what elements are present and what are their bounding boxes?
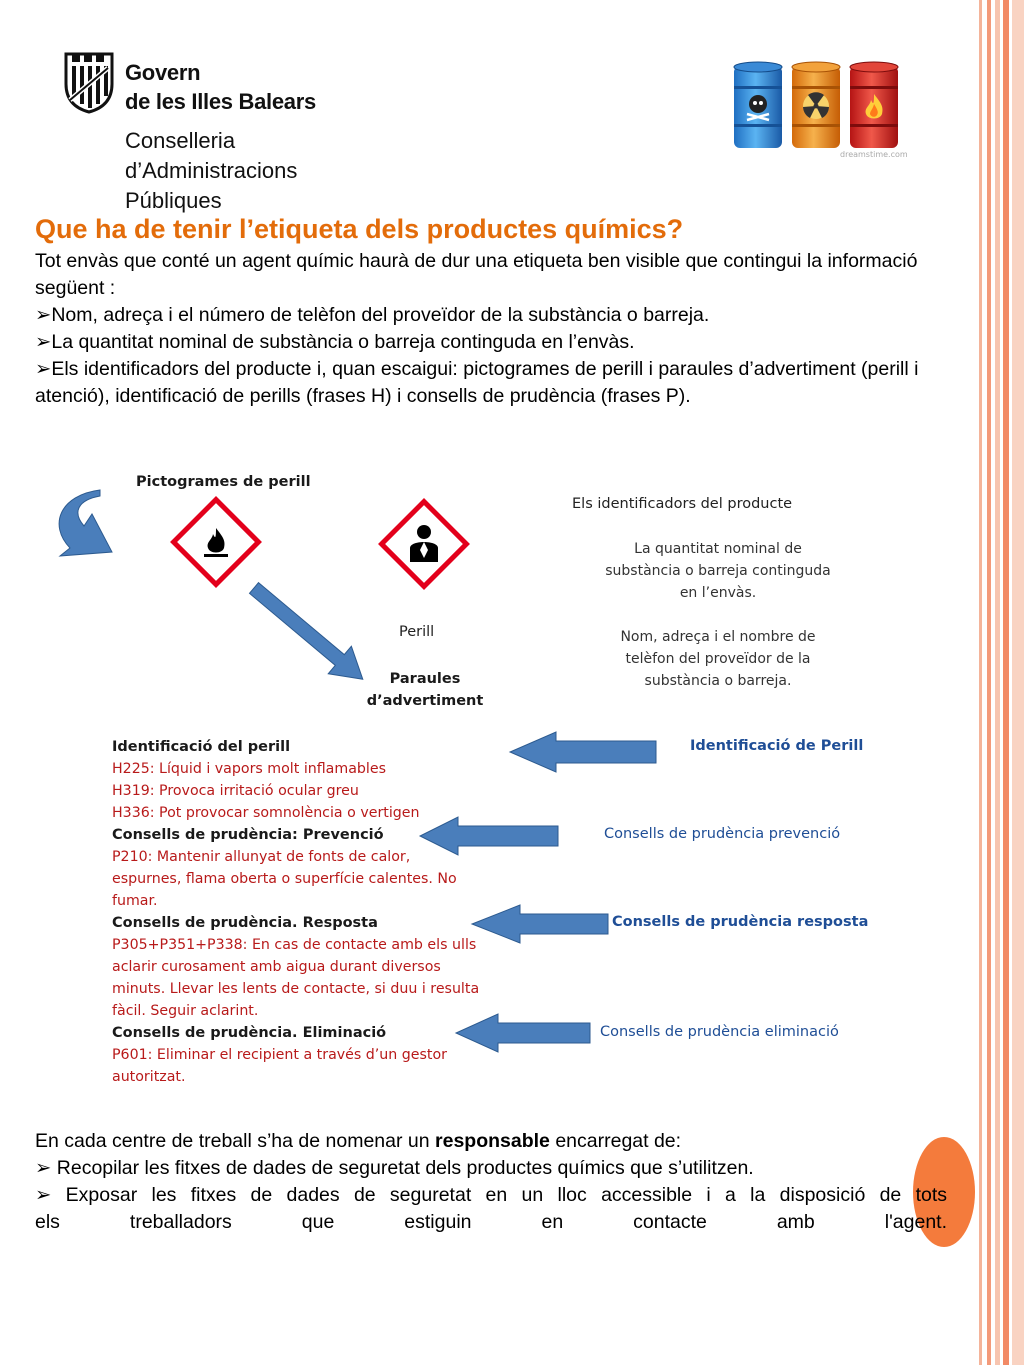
hazard-statement: H336: Pot provocar somnolència o vertigen [112, 805, 420, 821]
footer-word: els [35, 1211, 60, 1233]
curved-arrow-icon [59, 490, 112, 556]
footer-bullet [35, 1182, 947, 1209]
footer-bullet-continuation [35, 1209, 947, 1236]
response-statement: aclarir curosament amb aigua durant diversos [112, 959, 441, 975]
blue-barrel-icon [734, 62, 782, 148]
supplier-note-line: telèfon del proveïdor de la [625, 651, 811, 667]
response-statement: minuts. Llevar les lents de contacte, si duu i resulta [112, 981, 480, 997]
logo-line-2: de les Illes Balears [125, 89, 316, 114]
label-statements [112, 736, 512, 1088]
chemical-barrels-image [728, 58, 914, 158]
watermark-text: dreamstime.com [840, 150, 908, 159]
pictograms-label: Pictogrames de perill [136, 474, 311, 490]
disposal-statement: P601: Eliminar el recipient a través d’un gestor [112, 1047, 448, 1063]
decorative-stripe [1012, 0, 1024, 1365]
logo-line-1: Govern [125, 60, 201, 85]
health-hazard-pictogram-icon [382, 502, 467, 587]
identifiers-label: Els identificadors del producte [572, 496, 793, 512]
footer-word: estiguin [404, 1211, 472, 1233]
response-heading: Consells de prudència. Resposta [112, 915, 378, 931]
decorative-stripe [987, 0, 991, 1365]
hazard-statement: H225: Líquid i vapors molt inflamables [112, 761, 386, 777]
hazard-statement: H319: Provoca irritació ocular greu [112, 783, 359, 799]
prevention-heading: Consells de prudència: Prevenció [112, 827, 384, 843]
prevention-statement: espurnes, flama oberta o superfície calentes. No [112, 871, 457, 887]
footer-word: amb [776, 1211, 815, 1233]
response-statement: P305+P351+P338: En cas de contacte amb els ulls [112, 937, 477, 953]
footer-word: treballadors [129, 1211, 232, 1233]
supplier-note [578, 626, 858, 692]
footer-intro [35, 1128, 947, 1155]
disposal-heading: Consells de prudència. Eliminació [112, 1025, 387, 1041]
signal-word-label: Paraules d’advertiment [366, 671, 484, 709]
footer-word: que [301, 1211, 335, 1233]
footer-intro-text: En cada centre de treball s’ha de nomenar un [35, 1130, 436, 1152]
quantity-note-line: La quantitat nominal de [634, 541, 802, 557]
red-barrel-icon [850, 62, 898, 148]
prevention-statement: fumar. [112, 893, 158, 909]
disposal-statement: autoritzat. [112, 1069, 186, 1085]
footer-bullet [35, 1155, 947, 1182]
footer-bullet-text: Exposar les fitxes de dades de seguretat en un lloc accessible i a la disposició de tots [65, 1184, 948, 1206]
footer-word: contacte [633, 1211, 707, 1233]
page-title: Que ha de tenir l’etiqueta dels productes químics? [35, 214, 684, 244]
intro-paragraph: Tot envàs que conté un agent químic haurà de dur una etiqueta ben visible que contingui la informació següent : [35, 250, 918, 299]
conselleria-name [125, 126, 297, 216]
conselleria-line: d’Administracions [125, 158, 298, 183]
arrow-label-prevention: Consells de prudència prevenció [604, 826, 841, 842]
footer-intro-text: encarregat de: [549, 1130, 682, 1152]
footer-word: l'agent. [884, 1211, 948, 1233]
supplier-note-line: Nom, adreça i el nombre de [620, 629, 816, 645]
intro-section [35, 248, 960, 410]
intro-bullet: ➢ Nom, adreça i el número de telèfon del proveïdor de la substància o barreja. [35, 302, 960, 329]
left-arrow-icon [510, 732, 656, 772]
govern-logo [60, 50, 360, 118]
footer-bullet-text: Recopilar les fitxes de dades de seguretat dels productes químics que s’utilitzen. [56, 1157, 754, 1179]
quantity-note-line: en l’envàs. [679, 585, 757, 601]
diagonal-arrow-icon [242, 574, 374, 693]
arrow-label-response: Consells de prudència resposta [612, 914, 869, 930]
quantity-note-line: substància o barreja continguda [605, 563, 831, 579]
quantity-note [578, 538, 858, 604]
signal-word: Perill [399, 624, 435, 640]
intro-bullet: ➢ Els identificadors del producte i, quan escaigui: pictogrames de perill i paraules d’advertiment (perill i atenció), identificació de perills (frases H) i consells de prudència (frases P). [35, 356, 960, 410]
hazard-heading: Identificació del perill [112, 739, 291, 755]
conselleria-line: Conselleria [125, 128, 236, 153]
arrow-label-disposal: Consells de prudència eliminació [600, 1024, 839, 1040]
shield-emblem-icon [60, 50, 118, 114]
supplier-note-line: substància o barreja. [644, 673, 792, 689]
response-statement: fàcil. Seguir aclarint. [112, 1003, 259, 1019]
conselleria-line: Públiques [125, 188, 222, 213]
orange-barrel-icon [792, 62, 840, 148]
decorative-stripe [1003, 0, 1009, 1365]
flammable-pictogram-icon [174, 500, 259, 585]
footer-intro-bold: responsable [435, 1130, 550, 1152]
footer-word: en [541, 1211, 564, 1233]
footer-section [35, 1128, 947, 1236]
decorative-stripe [995, 0, 1000, 1365]
arrow-label-hazard: Identificació de Perill [690, 738, 864, 754]
prevention-statement: P210: Mantenir allunyat de fonts de calor, [112, 849, 411, 865]
intro-bullet: ➢ La quantitat nominal de substància o barreja continguda en l’envàs. [35, 329, 960, 356]
